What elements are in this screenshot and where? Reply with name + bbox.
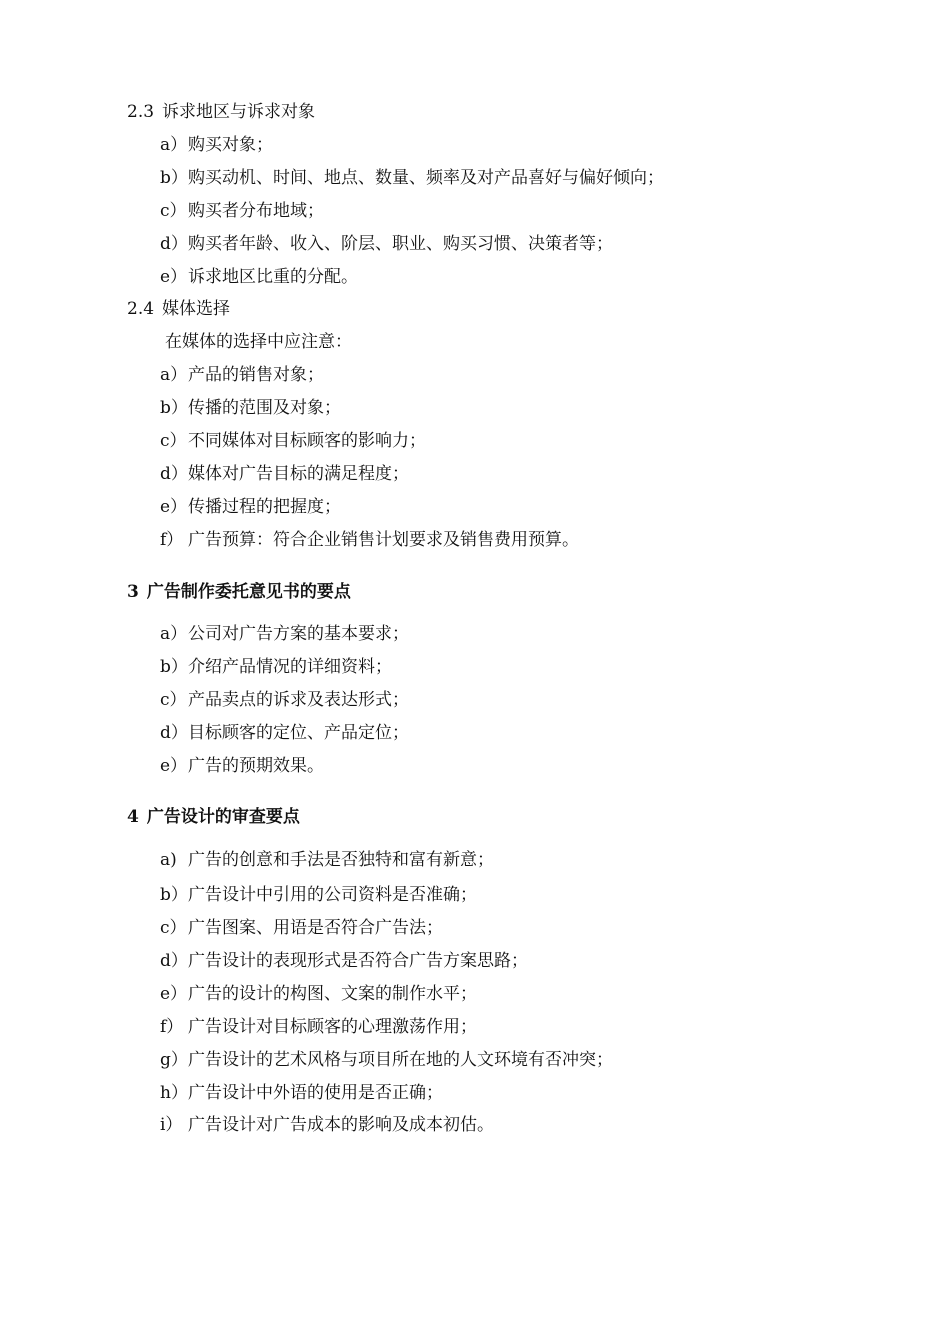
item-label: d） [160,723,188,743]
section-3-heading [127,580,351,604]
item-label: c） [160,431,187,451]
list-item [160,199,324,223]
list-item [160,655,392,679]
item-text: 广告预算：符合企业销售计划要求及销售费用预算。 [188,530,579,550]
list-item [160,916,443,940]
item-label: a) [160,850,177,870]
item-text: 产品卖点的诉求及表达形式； [188,690,409,710]
list-item [160,429,426,453]
item-label: d） [160,951,188,971]
item-text: 传播过程的把握度； [188,497,341,517]
item-label: a） [160,624,188,644]
list-item [160,265,358,289]
item-text: 公司对广告方案的基本要求； [188,624,409,644]
item-label: b） [160,168,188,188]
section-number: 3 [127,582,139,602]
item-text: 广告设计的表现形式是否符合广告方案思路； [188,951,528,971]
list-item [160,754,324,778]
item-text: 购买动机、时间、地点、数量、频率及对产品喜好与偏好倾向； [188,168,664,188]
item-label: b） [160,885,188,905]
section-number: 2.4 [127,299,155,319]
list-item [160,166,664,190]
item-label: e） [160,984,188,1004]
list-item [160,982,477,1006]
list-item [160,396,341,420]
item-text: 广告设计中引用的公司资料是否准确； [188,885,477,905]
item-text: 购买者分布地域； [188,201,324,221]
list-item [160,622,409,646]
item-label: c） [160,918,187,938]
list-item [160,495,341,519]
item-label: d） [160,234,188,254]
item-text: 广告设计中外语的使用是否正确； [188,1083,443,1103]
item-label: c） [160,201,187,221]
item-text: 广告设计对广告成本的影响及成本初估。 [188,1115,494,1135]
item-label: f） [160,530,184,550]
item-text: 传播的范围及对象； [188,398,341,418]
item-label: b） [160,398,188,418]
item-text: 广告的创意和手法是否独特和富有新意； [188,850,494,870]
item-text: 目标顾客的定位、产品定位； [188,723,409,743]
list-item [160,528,579,552]
list-item [160,1015,477,1039]
item-label: a） [160,365,188,385]
list-item [160,949,528,973]
item-label: a） [160,135,188,155]
item-label: g） [160,1050,188,1070]
list-item [160,688,409,712]
section-4-heading [127,805,300,829]
item-text: 广告的预期效果。 [188,756,324,776]
item-text: 购买者年龄、收入、阶层、职业、购买习惯、决策者等； [188,234,613,254]
item-text: 广告图案、用语是否符合广告法； [188,918,443,938]
item-text: 产品的销售对象； [188,365,324,385]
section-title: 广告设计的审查要点 [146,807,300,827]
item-text: 媒体对广告目标的满足程度； [188,464,409,484]
item-label: i） [160,1115,183,1135]
section-2-4-heading [127,297,230,321]
item-label: h） [160,1083,188,1103]
list-item [160,883,477,907]
section-title: 诉求地区与诉求对象 [162,102,316,122]
list-item [160,363,324,387]
list-item [160,1048,613,1072]
section-intro: 在媒体的选择中应注意： [165,332,352,352]
section-number: 2.3 [127,102,155,122]
item-text: 不同媒体对目标顾客的影响力； [188,431,426,451]
item-label: c） [160,690,187,710]
list-item [160,848,494,872]
item-label: b） [160,657,188,677]
section-2-3-heading [127,100,315,124]
section-title: 广告制作委托意见书的要点 [146,582,351,602]
item-text: 诉求地区比重的分配。 [188,267,358,287]
item-label: e） [160,267,188,287]
item-label: e） [160,497,188,517]
item-label: f） [160,1017,184,1037]
list-item [160,133,273,157]
item-label: e） [160,756,188,776]
item-text: 广告设计对目标顾客的心理激荡作用； [188,1017,477,1037]
item-text: 购买对象； [188,135,273,155]
item-text: 广告的设计的构图、文案的制作水平； [188,984,477,1004]
list-item [160,1113,494,1137]
list-item [160,721,409,745]
item-text: 广告设计的艺术风格与项目所在地的人文环境有否冲突； [188,1050,613,1070]
list-item [160,462,409,486]
list-item [160,1081,443,1105]
list-item [160,232,613,256]
item-text: 介绍产品情况的详细资料； [188,657,392,677]
item-label: d） [160,464,188,484]
section-number: 4 [127,807,139,827]
section-title: 媒体选择 [162,299,231,319]
